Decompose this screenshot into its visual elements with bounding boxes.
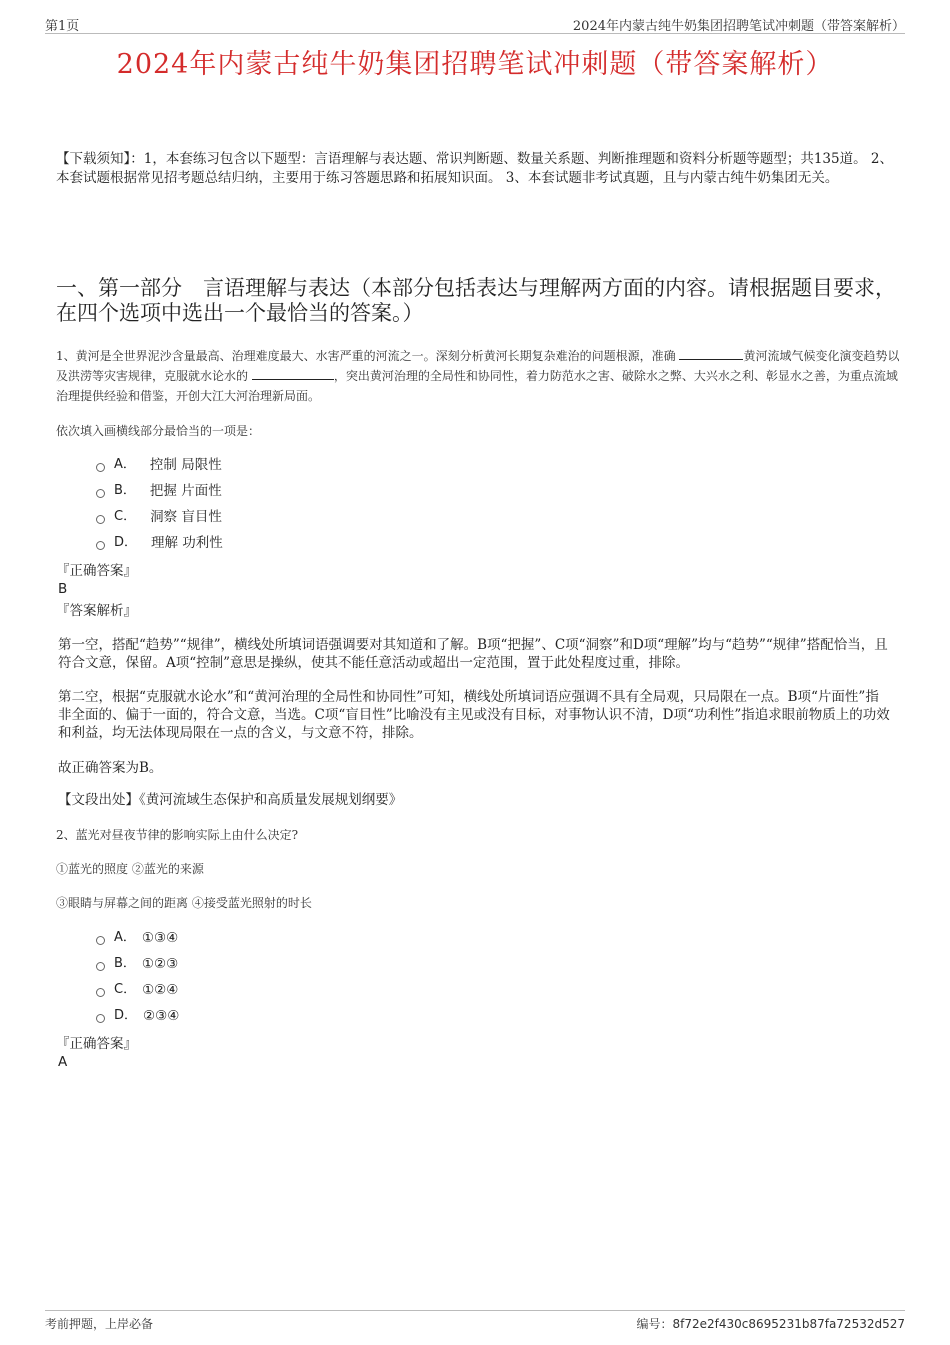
question-2-option-b[interactable]: B． ①②③ [96,956,178,972]
correct-answer-label: 『正确答案』 [56,1036,137,1052]
question-2-option-d[interactable]: D． ②③④ [96,1008,179,1024]
running-title: 2024年内蒙古纯牛奶集团招聘笔试冲刺题（带答案解析） [572,19,905,34]
radio-icon[interactable] [96,936,105,945]
question-2-option-c[interactable]: C． ①②④ [96,982,178,998]
correct-answer: A [58,1054,68,1070]
download-notice: 【下载须知】：1，本套练习包含以下题型：言语理解与表达题、常识判断题、数量关系题、判断推理题和资料分析题等题型；共135道。 2、本套试题根据常见招考题总结归纳，主要用于练习答题思路和拓展知识面。 3、本套试题非考试真题，且与内蒙古纯牛奶集团无关。 [56,151,893,186]
correct-answer-label: 『正确答案』 [56,563,137,579]
section-heading: 一、第一部分 言语理解与表达（本部分包括表达与理解两方面的内容。请根据题目要求，在四个选项中选出一个最恰当的答案。） [56,276,896,325]
footer-divider [45,1310,905,1311]
analysis-paragraph-1: 第一空，搭配“趋势”“规律”，横线处所填词语强调要对其知道和了解。B项“把握”、C项“洞察”和D项“理解”均与“趋势”“规律”搭配恰当，且符合文意，保留。A项“控制”意思是操纵，使其不能任意活动或超出一定范围，置于此处程度过重，排除。 [58,637,888,671]
answer-blank-1 [679,346,743,360]
question-1-option-d[interactable]: D． 理解 功利性 [96,535,223,551]
analysis-conclusion: 故正确答案为B。 [58,760,163,776]
question-1-option-b[interactable]: B． 把握 片面性 [96,483,222,499]
question-2-statements-2: ③眼睛与屏幕之间的距离 ④接受蓝光照射的时长 [56,896,312,910]
radio-icon[interactable] [96,962,105,971]
radio-icon[interactable] [96,463,105,472]
text-source: 【文段出处】《黄河流域生态保护和高质量发展规划纲要》 [58,792,403,808]
radio-icon[interactable] [96,515,105,524]
header-divider [45,33,905,34]
question-2-option-a[interactable]: A． ①③④ [96,930,178,946]
analysis-paragraph-2: 第二空，根据“克服就水论水”和“黄河治理的全局性和协同性”可知，横线处所填词语应强调不具有全局观，只局限在一点。B项“片面性”指非全面的、偏于一面的，符合文意，当选。C项“盲目性”比喻没有主见或没有目标，对事物认识不清，D项“功利性”指追求眼前物质上的功效和利益，均无法体现局限在一点的含义，与文意不符，排除。 [58,689,890,741]
footer-slogan: 考前押题，上岸必备 [45,1317,154,1331]
answer-blank-2 [252,366,334,380]
question-1-stem: 1、黄河是全世界泥沙含量最高、治理难度最大、水害严重的河流之一。深刻分析黄河长期复杂难治的问题根源，准确 黄河流域气候变化演变趋势以及洪涝等灾害规律，克服就水论水的 ，突出黄河治理的全局性和协同性，着力防范水之害、破除水之弊、大兴水之利、彰显水之善，为重点流域治理提供经验和借鉴，开创大江大河治理新局面。 [56,346,906,406]
document-title: 2024年内蒙古纯牛奶集团招聘笔试冲刺题（带答案解析） [116,49,834,80]
radio-icon[interactable] [96,489,105,498]
radio-icon[interactable] [96,988,105,997]
question-1-option-a[interactable]: A． 控制 局限性 [96,457,222,473]
question-1-option-c[interactable]: C． 洞察 盲目性 [96,509,222,525]
answer-analysis-label: 『答案解析』 [56,603,137,619]
radio-icon[interactable] [96,541,105,550]
question-2-stem: 2、蓝光对昼夜节律的影响实际上由什么决定? [56,828,299,842]
radio-icon[interactable] [96,1014,105,1023]
page-number: 第1页 [45,19,80,34]
correct-answer: B [58,581,68,597]
question-2-statements-1: ①蓝光的照度 ②蓝光的来源 [56,862,204,876]
document-code: 编号：8f72e2f430c8695231b87fa72532d527 [636,1317,905,1331]
question-1-prompt: 依次填入画横线部分最恰当的一项是： [56,424,261,438]
